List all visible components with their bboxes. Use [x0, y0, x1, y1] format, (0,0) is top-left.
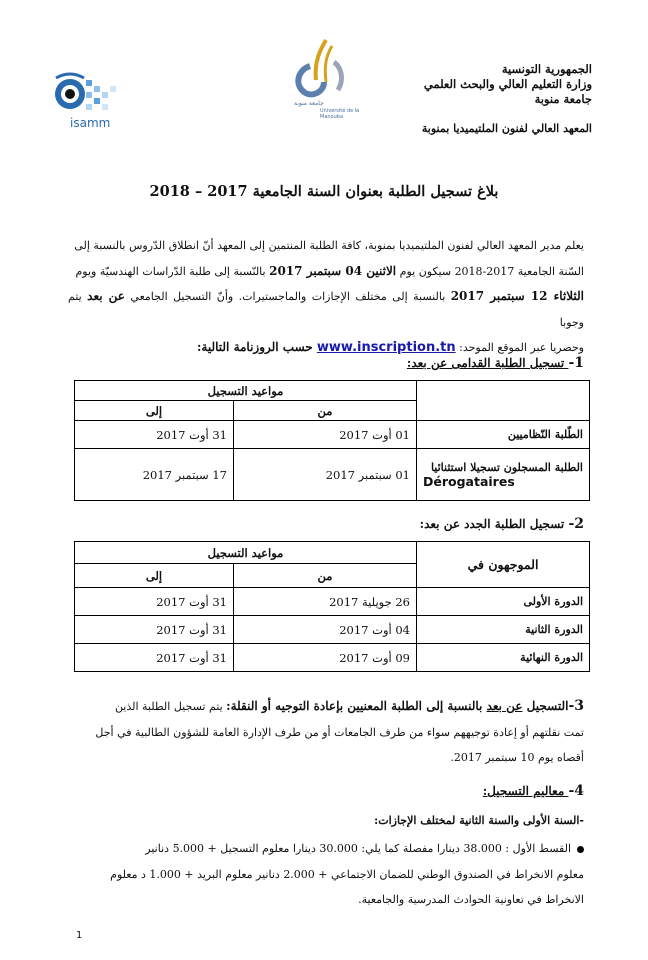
- row-label-ar: الطلبة المسجلون تسجيلا استثنائيا: [430, 460, 583, 474]
- section-4-subtitle: -السنة الأولى والسنة الثانية لمختلف الإجازات:: [374, 814, 584, 827]
- section-title: معاليم التسجيل:: [482, 784, 569, 798]
- intro-text: بالنّسبة إلى طلبة الدّراسات الهندسيّة ويوم: [75, 264, 270, 278]
- remote-label: عن بعد: [87, 289, 125, 303]
- new-students-table: [74, 541, 590, 672]
- intro-text: وحصريا عبر الموقع الموحد:: [455, 341, 584, 354]
- isamm-logo-text: isamm: [70, 116, 111, 130]
- section-title: تسجيل الطلبة الجدد عن بعد:: [419, 517, 569, 531]
- table-col-from: من: [234, 401, 417, 421]
- section-1-heading: [407, 355, 584, 371]
- section-3-line: تمت نقلتهم أو إعادة توجيههم سواء من طرف الجامعات أو من طرف الإدارة العامة للشؤون الطالبية في أجل: [95, 725, 584, 739]
- start-date-engineering: الاثنين 04 سبتمبر 2017: [269, 263, 397, 278]
- table-first-header: الموجهون في: [417, 542, 590, 588]
- ministry-name: وزارة التعليم العالي والبحث العلمي: [423, 77, 592, 91]
- university-emblem-icon: [280, 36, 360, 100]
- section-number: 2-: [568, 516, 584, 532]
- row-to: 31 أوت 2017: [75, 616, 234, 644]
- table-row: [75, 421, 590, 449]
- intro-line: يعلم مدير المعهد العالي لفنون الملتيميديا بمنوبة، كافة الطلبة المنتمين إلى المعهد أنّ انطلاق الدّروس بالنسبة إلى: [74, 239, 584, 252]
- table-col-to: إلى: [75, 564, 234, 588]
- inscription-link[interactable]: www.inscription.tn: [316, 340, 456, 355]
- row-label: [417, 449, 590, 501]
- row-label-latin: Dérogataires: [423, 473, 515, 489]
- section-number: 3-: [568, 698, 584, 714]
- intro-line: [68, 259, 584, 285]
- intro-line: [68, 284, 584, 335]
- row-from: 26 جويلية 2017: [234, 588, 417, 616]
- row-to: 31 أوت 2017: [75, 588, 234, 616]
- table-group-header: مواعيد التسجيل: [75, 542, 417, 564]
- bullet-icon: [577, 846, 584, 853]
- section-2-heading: [420, 516, 584, 532]
- row-to: 17 سبتمبر 2017: [75, 449, 234, 501]
- fee-line: [68, 836, 584, 862]
- row-to: 31 أوت 2017: [75, 421, 234, 449]
- republic-name: الجمهورية التونسية: [501, 62, 592, 76]
- table-row: [75, 644, 590, 672]
- old-students-table: [74, 380, 590, 501]
- row-from: 09 أوت 2017: [234, 644, 417, 672]
- table-row: [75, 588, 590, 616]
- university-logo-text-ar: جامعة منوبة: [294, 100, 324, 107]
- section-number: 1-: [568, 355, 584, 371]
- section-title-remote: عن بعد: [486, 699, 523, 713]
- fee-line: معلوم الانخراط في الصندوق الوطني للضمان الاجتماعي + 2.000 دنانير معلوم البريد + 1.000 د معلوم: [110, 867, 584, 881]
- page-title: بلاغ تسجيل الطلبة بعنوان السنة الجامعية 2017 – 2018: [149, 183, 499, 200]
- section-4-heading: [483, 783, 584, 799]
- row-from: 04 أوت 2017: [234, 616, 417, 644]
- row-from: 01 أوت 2017: [234, 421, 417, 449]
- row-label: الدورة الثانية: [417, 616, 590, 644]
- table-header-empty: [417, 381, 590, 421]
- university-logo: [280, 36, 360, 128]
- row-to: 31 أوت 2017: [75, 644, 234, 672]
- university-name: جامعة منوبة: [534, 92, 592, 106]
- institute-name: المعهد العالي لفنون الملتيميديا بمنوبة: [421, 122, 592, 135]
- fee-line: الانخراط في تعاونية الحوادث المدرسية والجامعية.: [358, 893, 584, 906]
- start-date-licence: الثلاثاء 12 سبتمبر 2017: [450, 289, 585, 303]
- row-label: الطّلبة النّظاميين: [417, 421, 590, 449]
- intro-text: السّنة الجامعية 2017-2018 سيكون يوم: [396, 264, 584, 278]
- section-4-fees: [68, 836, 584, 913]
- section-title: بالنسبة إلى الطلبة المعنيين بإعادة التوجيه أو النقلة:: [226, 699, 487, 713]
- row-label: الدورة النهائية: [417, 644, 590, 672]
- row-label: الدورة الأولى: [417, 588, 590, 616]
- intro-paragraph: [68, 233, 584, 361]
- section-3-heading-line: [68, 694, 584, 720]
- section-text: يتم تسجيل الطلبة الذين: [114, 700, 227, 713]
- eye-logo-icon: [48, 70, 126, 120]
- section-3: [68, 694, 584, 771]
- isamm-logo: [48, 70, 126, 132]
- page-number: 1: [76, 930, 83, 941]
- letterhead: [392, 62, 592, 136]
- section-title: التسجيل: [522, 699, 569, 713]
- section-3-line: أقصاه يوم 10 سبتمبر 2017.: [450, 751, 584, 764]
- intro-text: حسب الروزنامة التالية:: [196, 340, 317, 354]
- table-row: [75, 616, 590, 644]
- university-logo-text-fr: Université de la Manouba: [320, 108, 360, 120]
- table-col-from: من: [234, 564, 417, 588]
- intro-text: يتم وجوبا: [68, 290, 584, 329]
- table-col-to: إلى: [75, 401, 234, 421]
- intro-text: بالنسبة إلى مختلف الإجازات والماجستيرات. وأنّ التسجيل الجامعي: [124, 290, 451, 303]
- section-title: تسجيل الطلبة القدامى عن بعد:: [406, 356, 569, 370]
- table-row: [75, 449, 590, 501]
- section-number: 4-: [568, 783, 584, 799]
- table-group-header: مواعيد التسجيل: [75, 381, 417, 401]
- fee-text: القسط الأول : 38.000 دينارا مفصلة كما يلي: 30.000 دينارا معلوم التسجيل + 5.000 دنانير: [145, 842, 571, 855]
- row-from: 01 سبتمبر 2017: [234, 449, 417, 501]
